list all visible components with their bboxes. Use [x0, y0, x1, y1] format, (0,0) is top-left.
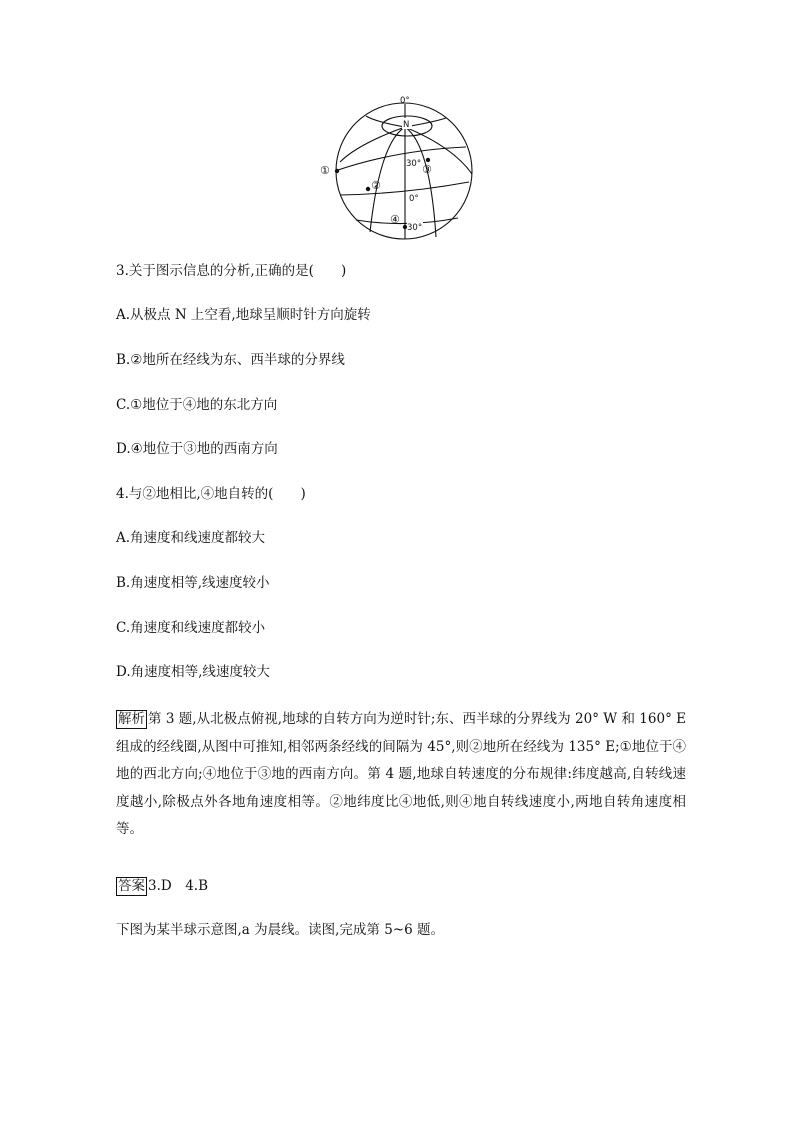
globe-svg	[318, 92, 488, 244]
question-3-option-b: B.②地所在经线为东、西半球的分界线	[116, 352, 345, 368]
label-point-3: ③	[422, 163, 432, 176]
explanation-text: 第 3 题,从北极点俯视,地球的自转方向为逆时针;东、西半球的分界线为 20° W 和 160° E 组成的经线圈,从图中可推知,相邻两条经线的间隔为 45°,则②地所在经线为 135° E;①地位于④地的西北方向;④地位于③地的西南方向。第 4 题,地球自转速度的分布规律:纬度越高,自转线速度越小,除极点外各地角速度相等。②地纬度比④地低,则④地自转线速度小,两地自转角速度相等。	[116, 711, 686, 837]
question-3-option-d: D.④地位于③地的西南方向	[116, 441, 278, 457]
latitude-line-30n	[338, 147, 466, 170]
explanation-block	[116, 706, 686, 844]
label-lat30-north: 30°	[406, 159, 422, 169]
meridian-west-2	[340, 127, 405, 162]
label-top-zero: 0°	[400, 96, 410, 106]
label-point-4: ④	[390, 213, 400, 226]
point-2-dot	[366, 187, 370, 191]
label-lat30-south: 30°	[407, 223, 423, 233]
answer-line	[116, 877, 208, 896]
answer-text: 3.D 4.B	[148, 878, 209, 894]
explanation-tag: 解析	[118, 711, 145, 727]
question-3-option-c: C.①地位于④地的东北方向	[116, 397, 278, 413]
point-1-dot	[335, 169, 339, 173]
label-equator: 0°	[409, 194, 419, 204]
label-point-2: ②	[371, 179, 381, 192]
label-north: N	[403, 120, 410, 130]
point-3-dot	[426, 158, 430, 162]
answer-tag: 答案	[118, 878, 145, 894]
question-4-option-b: B.角速度相等,线速度较小	[116, 575, 270, 591]
question-3-option-a: A.从极点 N 上空看,地球呈顺时针方向旋转	[116, 307, 371, 323]
label-point-1: ①	[320, 164, 330, 177]
question-4-option-a: A.角速度和线速度都较大	[116, 530, 266, 546]
meridian-east-1	[405, 127, 436, 237]
question-4-stem: 4.与②地相比,④地自转的( )	[116, 486, 306, 502]
question-4-option-d: D.角速度相等,线速度较大	[116, 664, 270, 680]
question-4-option-c: C.角速度和线速度都较小	[116, 620, 266, 636]
question-3-stem: 3.关于图示信息的分析,正确的是( )	[116, 263, 347, 279]
globe-diagram	[318, 92, 488, 244]
next-question-intro: 下图为某半球示意图,a 为晨线。读图,完成第 5~6 题。	[116, 922, 444, 938]
